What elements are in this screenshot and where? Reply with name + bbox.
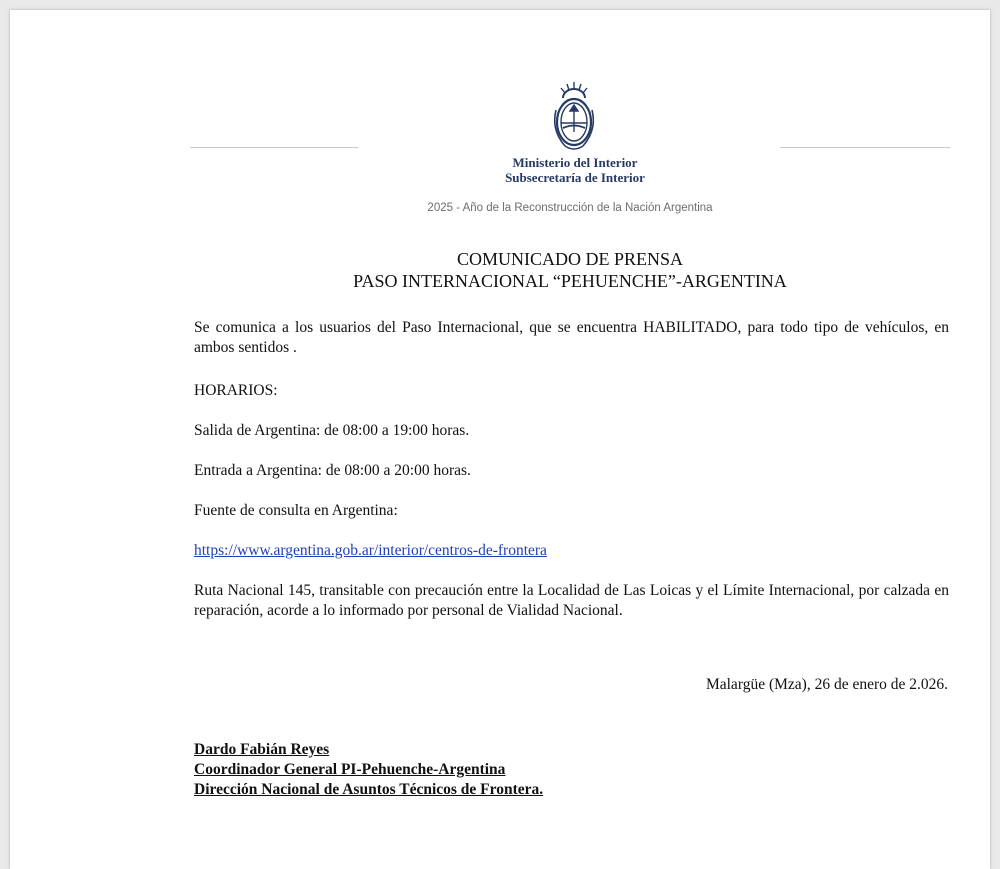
signatory-office: Dirección Nacional de Asuntos Técnicos de Frontera. <box>194 781 544 798</box>
title-line-2: PASO INTERNACIONAL “PEHUENCHE”-ARGENTINA <box>353 271 787 291</box>
intro-paragraph: Se comunica a los usuarios del Paso Internacional, que se encuentra HABILITADO, para todo tipo de vehículos, en ambos sentidos . <box>194 319 949 356</box>
header-divider-left <box>190 147 358 148</box>
ministry-heading <box>390 155 760 185</box>
source-link[interactable]: https://www.argentina.gob.ar/interior/centros-de-frontera <box>194 542 547 559</box>
signature-block <box>194 740 794 800</box>
signatory-role: Coordinador General PI-Pehuenche-Argentina <box>194 761 506 778</box>
title-line-1: COMUNICADO DE PRENSA <box>456 249 684 269</box>
route-note-paragraph: Ruta Nacional 145, transitable con precaución entre la Localidad de Las Loicas y el Límite Internacional, por calzada en reparación, acorde a lo informado por personal de Vialidad Nacional. <box>194 582 949 619</box>
press-release-title <box>210 248 930 292</box>
press-release-body <box>194 318 949 621</box>
year-motto: 2025 - Año de la Reconstrucción de la Nación Argentina <box>427 202 713 214</box>
schedule-heading: HORARIOS: <box>194 382 278 399</box>
entry-hours: Entrada a Argentina: de 08:00 a 20:00 horas. <box>194 462 471 479</box>
source-label: Fuente de consulta en Argentina: <box>194 502 398 519</box>
document-page <box>10 10 990 869</box>
argentina-coat-of-arms-icon <box>547 80 601 160</box>
place-and-date: Malargüe (Mza), 26 de enero de 2.026. <box>705 676 948 693</box>
signatory-name: Dardo Fabián Reyes <box>194 741 330 758</box>
ministry-name: Ministerio del Interior <box>512 155 638 170</box>
subsecretariat-name: Subsecretaría de Interior <box>505 170 645 185</box>
header-divider-right <box>780 147 950 148</box>
exit-hours: Salida de Argentina: de 08:00 a 19:00 horas. <box>194 422 470 439</box>
